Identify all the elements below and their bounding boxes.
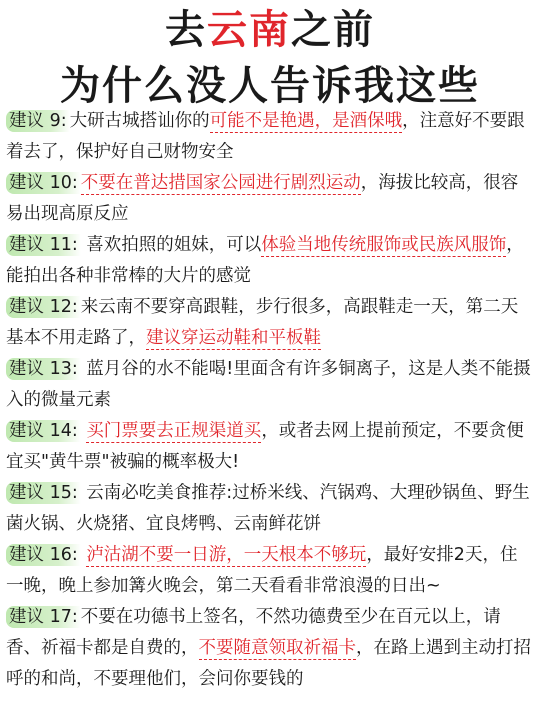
tip-label: 建议 9: xyxy=(6,110,70,132)
tip-label: 建议 12: xyxy=(6,296,81,318)
tip-15 xyxy=(6,478,532,540)
title-suffix: 之前 xyxy=(291,7,375,53)
tip-9 xyxy=(6,106,532,168)
tips-list xyxy=(6,106,532,695)
tip-text: 蓝月谷的水不能喝!里面含有许多铜离子，这是人类不能摄入的微量元素 xyxy=(6,359,531,410)
tip-highlight: 买门票要去正规渠道买 xyxy=(86,421,262,441)
tip-text: 不要在功德书上签名，不然功德费至少在百元以上，请香、祈福卡都是自费的， xyxy=(6,607,501,658)
tip-14 xyxy=(6,416,532,478)
title-prefix: 去 xyxy=(165,7,207,53)
tip-10 xyxy=(6,168,532,230)
tip-text: 大研古城搭讪你的 xyxy=(69,111,210,131)
tip-highlight: 泸沽湖不要一日游，一天根本不够玩 xyxy=(86,545,367,565)
tip-text-after: ，或者去网上提前预定，不要贪便宜买"黄牛票"被骗的概率极大! xyxy=(6,421,524,472)
page-title-line1 xyxy=(0,4,540,56)
tip-text: 喜欢拍照的姐妹，可以 xyxy=(80,235,262,255)
tip-highlight: 不要随意领取祈福卡 xyxy=(198,638,356,658)
tip-text-after: ，海拔比较高，很容易出现高原反应 xyxy=(6,173,519,224)
tip-highlight: 可能不是艳遇，是酒保哦 xyxy=(209,111,403,131)
tip-text-after: ，最好安排2天，住一晚，晚上参加篝火晚会，第二天看看非常浪漫的日出~ xyxy=(6,545,518,596)
tip-13 xyxy=(6,354,532,416)
tip-17 xyxy=(6,602,532,695)
tip-highlight: 不要在普达措国家公园进行剧烈运动 xyxy=(80,173,361,193)
tip-label: 建议 10: xyxy=(6,172,81,194)
tip-label: 建议 13: xyxy=(6,358,81,380)
tip-text-after: ，能拍出各种非常棒的大片的感觉 xyxy=(6,235,524,286)
tip-label: 建议 16: xyxy=(6,544,81,566)
title-highlight: 云南 xyxy=(207,7,291,53)
tip-label: 建议 17: xyxy=(6,606,81,628)
page-title-line2: 为什么没人告诉我这些 xyxy=(60,63,480,109)
tip-label: 建议 14: xyxy=(6,420,81,442)
tip-text: 云南必吃美食推荐:过桥米线、汽锅鸡、大理砂锅鱼、野生菌火锅、火烧猪、宜良烤鸭、云南鲜花饼 xyxy=(6,483,530,534)
tip-11 xyxy=(6,230,532,292)
tip-16 xyxy=(6,540,532,602)
tip-highlight: 体验当地传统服饰或民族风服饰 xyxy=(261,235,507,255)
tip-text-after: ，注意好不要跟着去了，保护好自己财物安全 xyxy=(6,111,525,162)
tip-label: 建议 15: xyxy=(6,482,81,504)
tip-12 xyxy=(6,292,532,354)
tip-text-after: ，在路上遇到主动打招呼的和尚，不要理他们，会问你要钱的 xyxy=(6,638,531,689)
tip-label: 建议 11: xyxy=(6,234,81,256)
tip-text: 来云南不要穿高跟鞋，步行很多，高跟鞋走一天，第二天基本不用走路了， xyxy=(6,297,519,348)
tip-highlight: 建议穿运动鞋和平板鞋 xyxy=(146,328,321,348)
title-block xyxy=(0,0,540,112)
